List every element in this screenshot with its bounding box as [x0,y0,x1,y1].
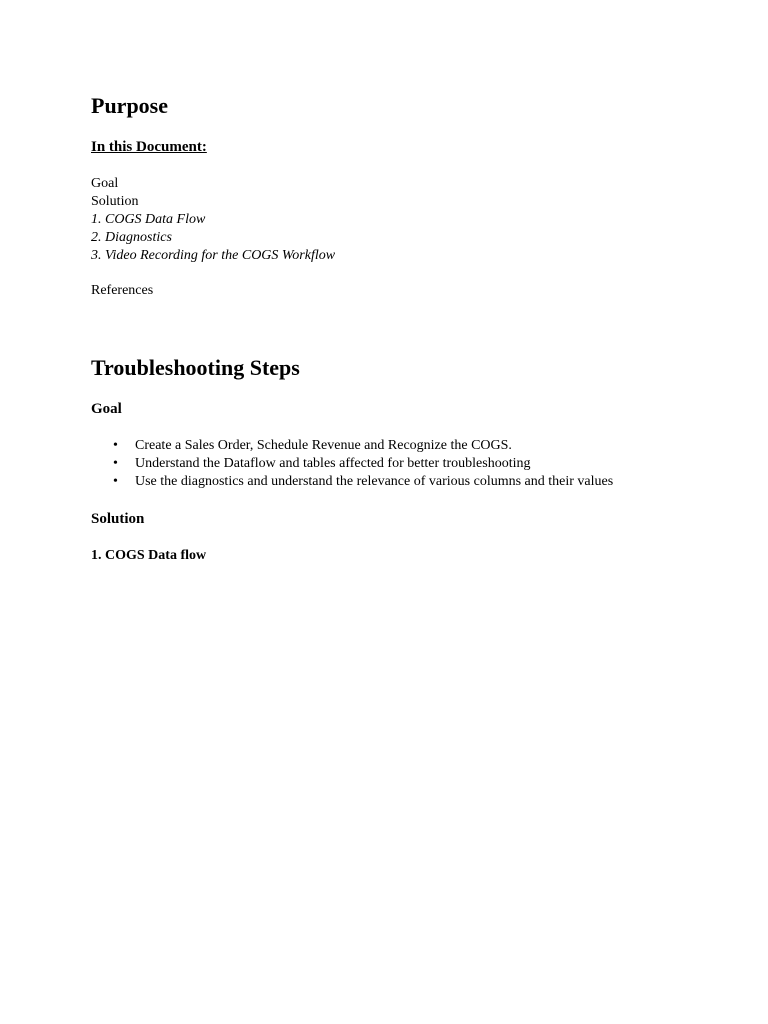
bullet-icon: • [113,474,118,489]
bullet-icon: • [113,438,118,453]
solution-heading: Solution [91,511,145,527]
bullet-icon: • [113,456,118,471]
goal-bullet-list [91,437,613,491]
list-item [91,455,613,473]
cogs-data-flow-heading: 1. COGS Data flow [91,548,207,563]
bullet-text: Use the diagnostics and understand the relevance of various columns and their values [135,474,614,489]
list-item [91,437,613,455]
list-item [91,473,613,491]
goal-heading: Goal [91,401,122,417]
toc-item-solution[interactable]: Solution [91,194,139,209]
table-of-contents [91,175,335,265]
toc-heading: In this Document: [91,139,207,155]
toc-item-references[interactable]: References [91,283,154,298]
toc-item-cogs-data-flow[interactable]: 1. COGS Data Flow [91,212,206,227]
toc-item-diagnostics[interactable]: 2. Diagnostics [91,230,172,245]
toc-item-video-recording[interactable]: 3. Video Recording for the COGS Workflow [91,248,336,263]
troubleshooting-heading: Troubleshooting Steps [91,355,300,380]
toc-item-goal[interactable]: Goal [91,176,119,191]
bullet-text: Create a Sales Order, Schedule Revenue and Recognize the COGS. [135,438,512,453]
bullet-text: Understand the Dataflow and tables affected for better troubleshooting [135,456,531,471]
purpose-heading: Purpose [91,93,168,118]
